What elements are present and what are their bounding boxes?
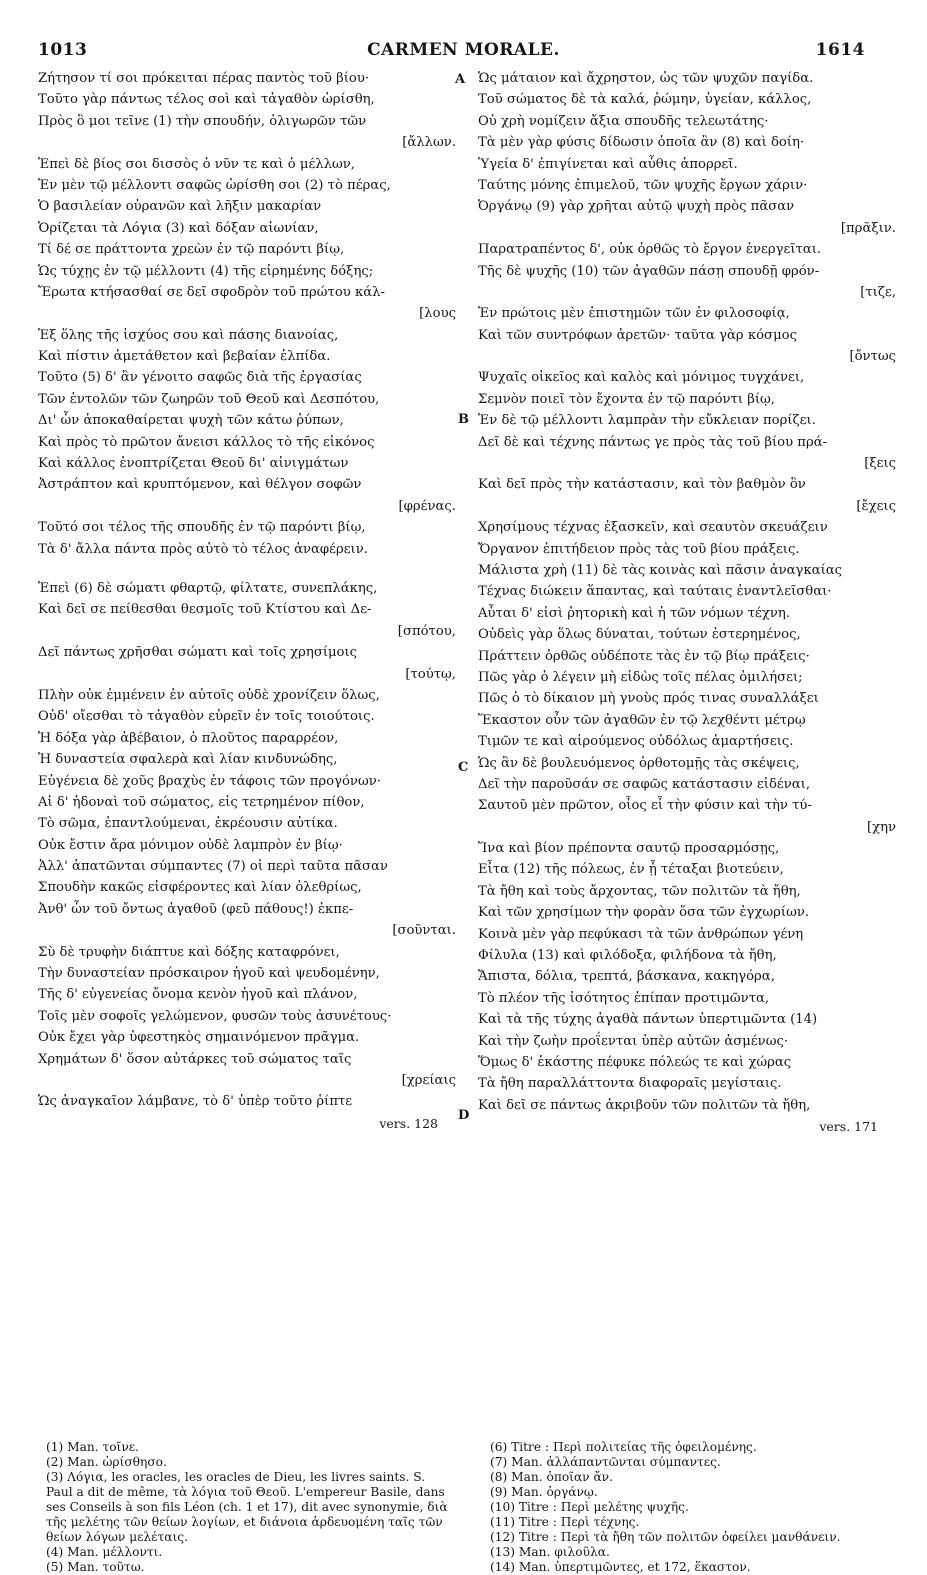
verse-line: Τὰ δ' ἄλλα πάντα πρὸς αὐτὸ τὸ τέλος ἀναφέρειν.: [38, 541, 368, 557]
verse-line: Δι' ὧν ἀποκαθαίρεται ψυχὴ τῶν κάτω ῥύπων,: [38, 413, 344, 429]
footnote: (10) Titre : Περὶ μελέτης ψυχῆς.: [490, 1500, 689, 1514]
verse-continuation: [σπότου,: [397, 623, 456, 639]
footnote: (7) Man. ἀλλάπαντῶνται σύμπαντες.: [490, 1455, 721, 1469]
verse-line: Αὗται δ' εἰσὶ ῥητορικὴ καὶ ἡ τῶν νόμων τέχνη.: [478, 605, 790, 621]
verse-line: Ὀργάνῳ (9) γὰρ χρῆται αὐτῷ ψυχὴ πρὸς πᾶσαν: [478, 199, 795, 215]
verse-line: Κοινὰ μὲν γὰρ πεφύκασι τὰ τῶν ἀνθρώπων γένη: [478, 926, 804, 942]
verse-line: Δεῖ δὲ καὶ τέχνης πάντως γε πρὸς τὰς τοῦ βίου πρά-: [478, 434, 828, 450]
verse-line: Οὐκ ἔχει γὰρ ὑφεστηκὸς σημαινόμενον πρᾶγμα.: [38, 1030, 360, 1046]
verse-line: Ἀλλ' ἀπατῶνται σύμπαντες (7) οἱ περὶ ταῦτα πᾶσαν: [38, 859, 388, 875]
footnote: (2) Man. ὡρίσθησο.: [46, 1455, 167, 1469]
margin-letter-b: B: [458, 412, 469, 427]
verse-line: Καὶ τῶν χρησίμων τὴν φορὰν ὅσα τῶν ἐγχωρίων.: [478, 905, 810, 921]
verse-line: Τοῦτο (5) δ' ἂν γένοιτο σαφῶς διὰ τῆς ἐργασίας: [38, 370, 362, 386]
footnote: (14) Man. ὑπερτιμῶντες, et 172, ἕκαστον.: [490, 1560, 751, 1574]
verse-line: Πῶς γὰρ ὁ λέγειν μὴ εἰδὼς τοῖς πέλας ὁμιλήσει;: [478, 669, 803, 685]
verse-line: Οὐδεὶς γὰρ ὅλως δύναται, τούτων ἐστερημένος,: [478, 627, 801, 643]
verse-line: Ἕκαστον οὖν τῶν ἀγαθῶν ἐν τῷ λεχθέντι μέτρῳ: [478, 712, 806, 728]
verse-line: Δεῖ τὴν παροῦσάν σε σαφῶς κατάστασιν εἰδέναι,: [478, 776, 811, 792]
verse-line: Σαυτοῦ μὲν πρῶτον, οἷος εἶ τὴν φύσιν καὶ τὴν τύ-: [478, 798, 812, 814]
verse-line: Χρημάτων δ' ὅσον αὐτάρκες τοῦ σώματος ταῖς: [38, 1051, 352, 1067]
verse-line: Ὁρίζεται τὰ Λόγια (3) καὶ δόξαν αἰωνίαν,: [38, 220, 319, 236]
verse-line: Τέχνας διώκειν ἅπαντας, καὶ ταύταις ἐναντλεῖσθαι·: [478, 584, 832, 600]
verse-line: Καὶ τῶν συντρόφων ἀρετῶν· ταῦτα γὰρ κόσμος: [478, 327, 797, 343]
verse-continuation: [χρείαις: [401, 1072, 456, 1088]
verse-line: Εὐγένεια δὲ χοῦς βραχὺς ἐν τάφοις τῶν προγόνων·: [38, 773, 381, 789]
verse-line: Φίλυλα (13) καὶ φιλόδοξα, φιλήδονα τὰ ἤθη,: [478, 948, 777, 964]
verse-line: Ἄπιστα, δόλια, τρεπτά, βάσκανα, κακηγόρα,: [478, 969, 775, 985]
verse-line: Καὶ δεῖ σε πάντως ἀκριβοῦν τῶν πολιτῶν τὰ ἤθη,: [478, 1097, 811, 1113]
verse-continuation: [ὄντως: [849, 349, 896, 365]
footnotes-right: [490, 1440, 870, 1575]
verse-line: Ψυχαῖς οἰκεῖος καὶ καλὸς καὶ μόνιμος τυγχάνει,: [478, 370, 805, 386]
verse-line: Τὴν δυναστείαν πρόσκαιρον ἡγοῦ καὶ ψευδομένην,: [38, 966, 380, 982]
footnote: (1) Man. τοῖνε.: [46, 1440, 139, 1454]
verse-line: Αἱ δ' ἡδοναὶ τοῦ σώματος, εἰς τετρημένον πίθον,: [38, 794, 365, 810]
verse-line: Οὐδ' οἴεσθαι τὸ τἀγαθὸν εὑρεῖν ἐν τοῖς τοιούτοις.: [38, 709, 375, 725]
verse-continuation: [λους: [419, 306, 456, 322]
verse-line: Τοῦτο γὰρ πάντως τέλος σοὶ καὶ τἀγαθὸν ὡρίσθη,: [38, 92, 375, 108]
page-number-right: 1614: [815, 40, 865, 60]
verse-line: Ἵνα καὶ βίον πρέποντα σαυτῷ προσαρμόσῃς,: [478, 841, 780, 857]
verse-continuation: [τιζε,: [860, 284, 896, 300]
verse-line: Τῶν ἐντολῶν τῶν ζωηρῶν τοῦ Θεοῦ καὶ Δεσπότου,: [38, 391, 380, 407]
verse-line: Ὑγεία δ' ἐπιγίνεται καὶ αὖθις ἀπορρεῖ.: [478, 156, 738, 172]
page-number-left: 1013: [38, 40, 88, 60]
verse-line: Πῶς ὁ τὸ δίκαιον μὴ γνοὺς πρός τινας συναλλάξει: [478, 691, 819, 707]
right-column-verses: [478, 68, 898, 1138]
verse-line: Τιμῶν τε καὶ αἱρούμενος οὐδόλως ἁμαρτήσεις.: [478, 734, 794, 750]
verse-line: Τὰ ἤθη καὶ τοὺς ἄρχοντας, τῶν πολιτῶν τὰ ἤθη,: [478, 883, 801, 899]
verse-line: Ὡς ἂν δὲ βουλευόμενος ὀρθοτομῇς τὰς σκέψεις,: [478, 755, 800, 771]
verse-line: Καὶ τὴν ζωὴν προΐενται ὑπὲρ αὐτῶν ἀσμένως·: [478, 1033, 789, 1049]
verse-continuation: [ἄλλων.: [402, 135, 456, 151]
verse-line: Ὡς μάταιον καὶ ἄχρηστον, ὡς τῶν ψυχῶν παγίδα.: [478, 71, 814, 86]
verse-line: Οὐκ ἔστιν ἄρα μόνιμον οὐδὲ λαμπρὸν ἐν βίῳ·: [38, 837, 343, 853]
verse-line: [38, 560, 458, 578]
running-header: [0, 40, 927, 66]
footnote: (8) Man. ὁποῖαν ἄν.: [490, 1470, 613, 1484]
verse-line: Ἡ δυναστεία σφαλερὰ καὶ λίαν κινδυνώδης,: [38, 752, 338, 768]
verse-line: Ἔρωτα κτήσασθαί σε δεῖ σφοδρὸν τοῦ πρώτου κάλ-: [38, 284, 385, 300]
verse-line: Ὄργανον ἐπιτήδειον πρὸς τὰς τοῦ βίου πράξεις.: [478, 541, 800, 557]
verse-line: Ἐπεὶ δὲ βίος σοι δισσὸς ὁ νῦν τε καὶ ὁ μέλλων,: [38, 156, 355, 172]
footnote: (13) Man. φιλοῦλα.: [490, 1545, 610, 1559]
verse-line: Τὰ μὲν γὰρ φύσις δίδωσιν ὁποῖα ἂν (8) καὶ δοίη·: [478, 135, 805, 151]
verse-line: Καὶ τὰ τῆς τύχης ἀγαθὰ πάντων ὑπερτιμῶντα (14): [478, 1012, 818, 1028]
verse-line: Ὁ βασιλείαν οὐρανῶν καὶ λῆξιν μακαρίαν: [38, 199, 322, 215]
verse-continuation: [χην: [866, 819, 896, 835]
verse-line: Οὐ χρὴ νομίζειν ἄξια σπουδῆς τελεωτάτης·: [478, 113, 769, 129]
verse-line: Ἐν πρώτοις μὲν ἐπιστημῶν τῶν ἐν φιλοσοφίᾳ,: [478, 306, 790, 322]
verse-line: Σὺ δὲ τρυφὴν διάπτυε καὶ δόξης καταφρόνει,: [38, 944, 340, 960]
verse-line: Τοῦτό σοι τέλος τῆς σπουδῆς ἐν τῷ παρόντι βίῳ,: [38, 520, 366, 536]
verse-line: Ἡ δόξα γὰρ ἀβέβαιον, ὁ πλοῦτος παραρρέον,: [38, 730, 339, 746]
verse-continuation: [πρᾶξιν.: [840, 220, 896, 236]
footnote: (11) Titre : Περὶ τέχνης.: [490, 1515, 640, 1529]
verse-line: Ὡς τύχῃς ἐν τῷ μέλλοντι (4) τῆς εἰρημένης δόξης;: [38, 263, 374, 279]
verse-count: vers. 171: [819, 1119, 878, 1135]
verse-line: Σεμνὸν ποιεῖ τὸν ἔχοντα ἐν τῷ παρόντι βίῳ,: [478, 391, 775, 407]
verse-line: Δεῖ πάντως χρῆσθαι σώματι καὶ τοῖς χρησίμοις: [38, 645, 358, 661]
verse-line: Ἐν μὲν τῷ μέλλοντι σαφῶς ὡρίσθη σοι (2) τὸ πέρας,: [38, 177, 391, 193]
verse-line: Εἶτα (12) τῆς πόλεως, ἐν ᾗ τέταξαι βιοτεύειν,: [478, 862, 784, 878]
verse-line: Ἐξ ὅλης τῆς ἰσχύος σου καὶ πάσης διανοίας,: [38, 327, 339, 343]
verse-continuation: [ξεις: [864, 456, 896, 472]
footnote: (12) Titre : Περὶ τὰ ἤθη τῶν πολιτῶν ὀφείλει μανθάνειν.: [490, 1530, 841, 1544]
verse-line: Πράττειν ὀρθῶς οὐδέποτε τὰς ἐν τῷ βίῳ πράξεις·: [478, 648, 810, 664]
verse-line: Τὸ πλέον τῆς ἰσότητος ἐπίπαν προτιμῶντα,: [478, 990, 770, 1006]
margin-letter-a: A: [455, 72, 466, 87]
verse-line: Τῆς δ' εὐγενείας ὄνομα κενὸν ἡγοῦ καὶ πλάνον,: [38, 987, 358, 1003]
verse-count: vers. 128: [379, 1115, 438, 1131]
footnote: (9) Man. ὀργάνῳ.: [490, 1485, 598, 1499]
verse-line: Ἀνθ' ὧν τοῦ ὄντως ἀγαθοῦ (φεῦ πάθους!) ἐκπε-: [38, 901, 354, 917]
verse-line: Χρησίμους τέχνας ἐξασκεῖν, καὶ σεαυτὸν σκευάζειν: [478, 520, 828, 536]
verse-line: Ταύτης μόνης ἐπιμελοῦ, τῶν ψυχῆς ἔργων χάριν·: [478, 177, 808, 193]
verse-line: Καὶ πρὸς τὸ πρῶτον ἄνεισι κάλλος τὸ τῆς εἰκόνος: [38, 434, 375, 450]
footnote: (6) Titre : Περὶ πολιτείας τῆς ὀφειλομένης.: [490, 1440, 757, 1454]
verse-line: Πλὴν οὐκ ἐμμένειν ἐν αὐτοῖς οὐδὲ χρονίζειν ὅλως,: [38, 687, 380, 703]
margin-letter-d: D: [458, 1108, 470, 1123]
margin-letter-c: C: [458, 760, 469, 775]
verse-line: Ἐν δὲ τῷ μέλλοντι λαμπρὰν τὴν εὔκλειαν πορίζει.: [478, 413, 816, 429]
footnotes-left: [46, 1440, 451, 1575]
verse-line: Τὰ ἤθη παραλλάττοντα διαφοραῖς μεγίσταις.: [478, 1076, 782, 1092]
verse-line: Καὶ δεῖ πρὸς τὴν κατάστασιν, καὶ τὸν βαθμὸν ὃν: [478, 477, 806, 493]
verse-line: Καὶ κάλλος ἐνοπτρίζεται Θεοῦ δι' αἰνιγμάτων: [38, 456, 349, 472]
verse-line: Σπουδὴν κακῶς εἰσφέροντες καὶ λίαν ὀλεθρίως,: [38, 880, 362, 896]
verse-line: Καὶ πίστιν ἀμετάθετον καὶ βεβαίαν ἐλπίδα.: [38, 349, 331, 365]
running-title: CARMEN MORALE.: [367, 40, 560, 60]
left-column-verses: [38, 68, 458, 1134]
verse-continuation: [ἔχεις: [856, 498, 896, 514]
verse-line: Ἐπεὶ (6) δὲ σώματι φθαρτῷ, φίλτατε, συνεπλάκης,: [38, 580, 378, 596]
verse-line: Τί δέ σε πράττοντα χρεὼν ἐν τῷ παρόντι βίῳ,: [38, 242, 345, 258]
verse-line: Ὅμως δ' ἑκάστης πέφυκε πόλεώς τε καὶ χώρας: [478, 1054, 792, 1070]
verse-continuation: [σοῦνται.: [392, 923, 456, 939]
verse-line: Μάλιστα χρὴ (11) δὲ τὰς κοινὰς καὶ πᾶσιν ἀναγκαίας: [478, 562, 843, 578]
verse-line: Ἀστράπτον καὶ κρυπτόμενον, καὶ θέλγον σοφῶν: [38, 477, 362, 493]
verse-line: Τὸ σῶμα, ἐπαντλούμεναι, ἐκρέουσιν αὐτίκα.: [38, 816, 338, 832]
verse-line: Παρατραπέντος δ', οὐκ ὀρθῶς τὸ ἔργον ἐνεργεῖται.: [478, 242, 822, 258]
footnote: (3) Λόγια, les oracles, les oracles de Dieu, les livres saints. S. Paul a dit de même, τὰ λόγια τοῦ Θεοῦ. L'empereur Basile, dans ses Conseils à son fils Léon (ch. 1 et 17), dit avec synonymie, διὰ τῆς μελέτης τῶν θείων λογίων, et διάνοια ἀρδευομένη ταῖς τῶν θείων λόγων μελέταις.: [46, 1470, 448, 1544]
verse-line: Πρὸς ὃ μοι τεῖνε (1) τὴν σπουδήν, ὀλιγωρῶν τῶν: [38, 113, 367, 129]
verse-line: Τοῦ σώματος δὲ τὰ καλά, ῥώμην, ὑγείαν, κάλλος,: [478, 92, 812, 108]
verse-continuation: [τούτῳ,: [405, 666, 456, 682]
verse-continuation: [φρένας.: [398, 498, 456, 514]
verse-line: Ζήτησον τί σοι πρόκειται πέρας παντὸς τοῦ βίου·: [38, 71, 370, 86]
verse-line: Τοῖς μὲν σοφοῖς γελώμενον, φυσῶν τοὺς ἀσυνέτους·: [38, 1008, 392, 1024]
verse-line: Τῆς δὲ ψυχῆς (10) τῶν ἀγαθῶν πάσῃ σπουδῇ φρόν-: [478, 263, 820, 279]
footnote: (5) Man. τοῦτω.: [46, 1560, 145, 1574]
footnote: (4) Man. μέλλοντι.: [46, 1545, 163, 1559]
verse-line: Ὡς ἀναγκαῖον λάμβανε, τὸ δ' ὑπὲρ τοῦτο ῥίπτε: [38, 1094, 353, 1110]
verse-line: Καὶ δεῖ σε πείθεσθαι θεσμοῖς τοῦ Κτίστου καὶ Δε-: [38, 602, 372, 618]
